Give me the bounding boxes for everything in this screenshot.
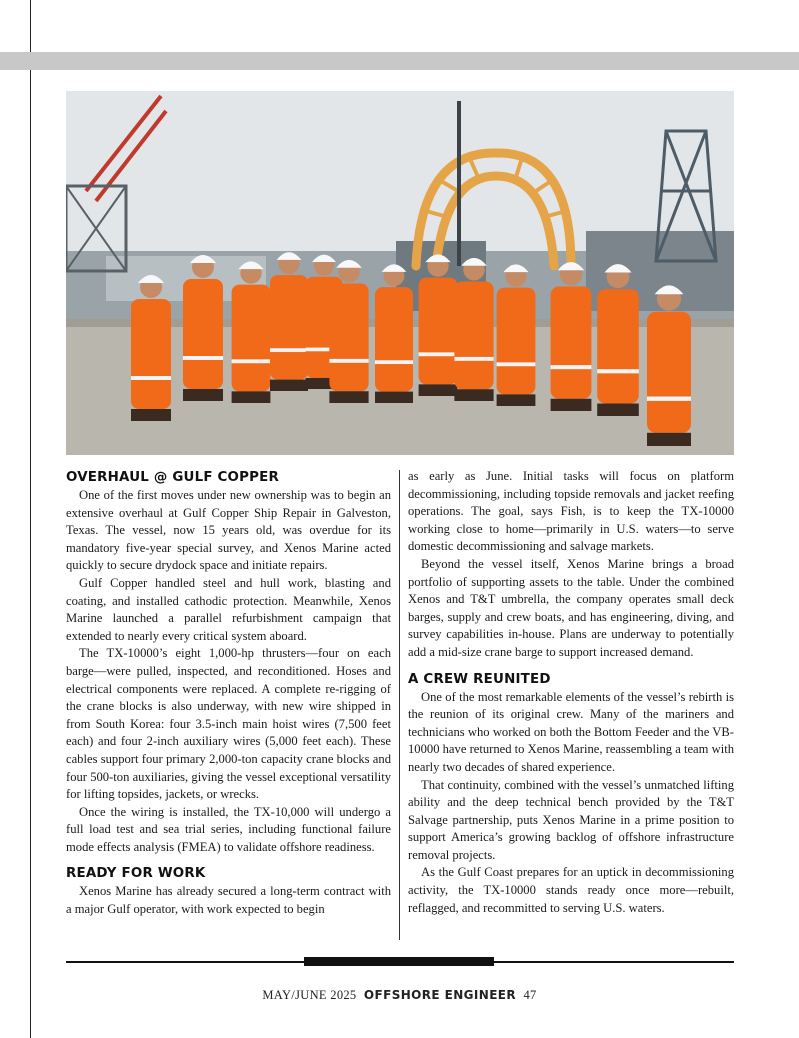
- paragraph: Xenos Marine has already secured a long-term contract with a major Gulf operator, with work expected to begin: [66, 884, 391, 917]
- page-footer: [0, 988, 799, 1003]
- paragraph: One of the first moves under new ownership was to begin an extensive overhaul at Gulf Copper Ship Repair in Galveston, Texas. The vessel, now 15 years old, was overdue for its mandatory five-year special survey, and Xenos Marine acted quickly to secure drydock space and initiate repairs.: [66, 488, 391, 573]
- paragraph: Gulf Copper handled steel and hull work, blasting and coating, and installed cathodic protection. Meanwhile, Xenos Marine launched a parallel refurbishment campaign that extended to nearly every critical system aboard.: [66, 575, 391, 643]
- paragraph: That continuity, combined with the vessel’s unmatched lifting ability and the deep technical bench provided by the T&T Salvage partnership, puts Xenos Marine in a prime position to support America’s growing backlog of offshore infrastructure removal projects.: [408, 777, 734, 862]
- paragraph: The TX-10000’s eight 1,000-hp thrusters—four on each barge—were pulled, inspected, and reconditioned. Hoses and electrical components were replaced. A complete re-rigging of the crane blocks is also underway, with new wire shipped in from South Korea: four 3.5-inch main hoist wires (7,500 feet each) and four 2-inch auxiliary wires (5,000 feet each). These cables support four primary 2,000-ton capacity crane blocks and four 500-ton auxiliaries, giving the vessel exceptional versatility for lifting topsides, jackets, or wrecks.: [66, 646, 391, 802]
- crew-photo: [66, 91, 734, 455]
- footer-rule-accent: [304, 957, 494, 966]
- paragraph: As the Gulf Coast prepares for an uptick in decommissioning activity, the TX-10000 stands ready once more—rebuilt, reflagged, and recommitted to serving U.S. waters.: [408, 865, 734, 915]
- section-heading-overhaul: OVERHAUL @ GULF COPPER: [66, 470, 280, 485]
- paragraph: Once the wiring is installed, the TX-10,000 will undergo a full load test and sea trial series, including functional failure mode effects analysis (FMEA) to validate offshore readiness.: [66, 804, 391, 854]
- section-heading-ready: READY FOR WORK: [66, 866, 206, 882]
- page-margin-rule: [30, 0, 31, 1038]
- paragraph: as early as June. Initial tasks will focus on platform decommissioning, including topside removals and jacket reefing operations. The goal, says Fish, is to keep the TX-10000 working close to home—primarily in U.S. waters—to serve domestic decommissioning and salvage markets.: [408, 469, 734, 554]
- right-column: [408, 468, 734, 917]
- section-heading-crew: A CREW REUNITED: [408, 671, 551, 687]
- magazine-name: OFFSHORE ENGINEER: [363, 988, 517, 1002]
- left-column: [66, 468, 391, 919]
- paragraph: One of the most remarkable elements of the vessel’s rebirth is the reunion of its original crew. Many of the mariners and technicians who worked on both the Bottom Feeder and the VB-10000 have returned to Xenos Marine, reassembling a team with nearly two decades of shared experience.: [408, 689, 734, 774]
- column-divider: [399, 470, 400, 940]
- top-header-band: [0, 52, 799, 70]
- issue-date: MAY/JUNE 2025: [262, 988, 357, 1002]
- paragraph: Beyond the vessel itself, Xenos Marine brings a broad portfolio of supporting assets to the table. Under the combined Xenos and T&T umbrella, the company operates small deck barges, supply and crew boats, and has engineering, diving, and survey capabilities in-house. Plans are underway to potentially add a mid-size crane barge to support increased demand.: [408, 556, 734, 659]
- page-number: 47: [523, 988, 537, 1002]
